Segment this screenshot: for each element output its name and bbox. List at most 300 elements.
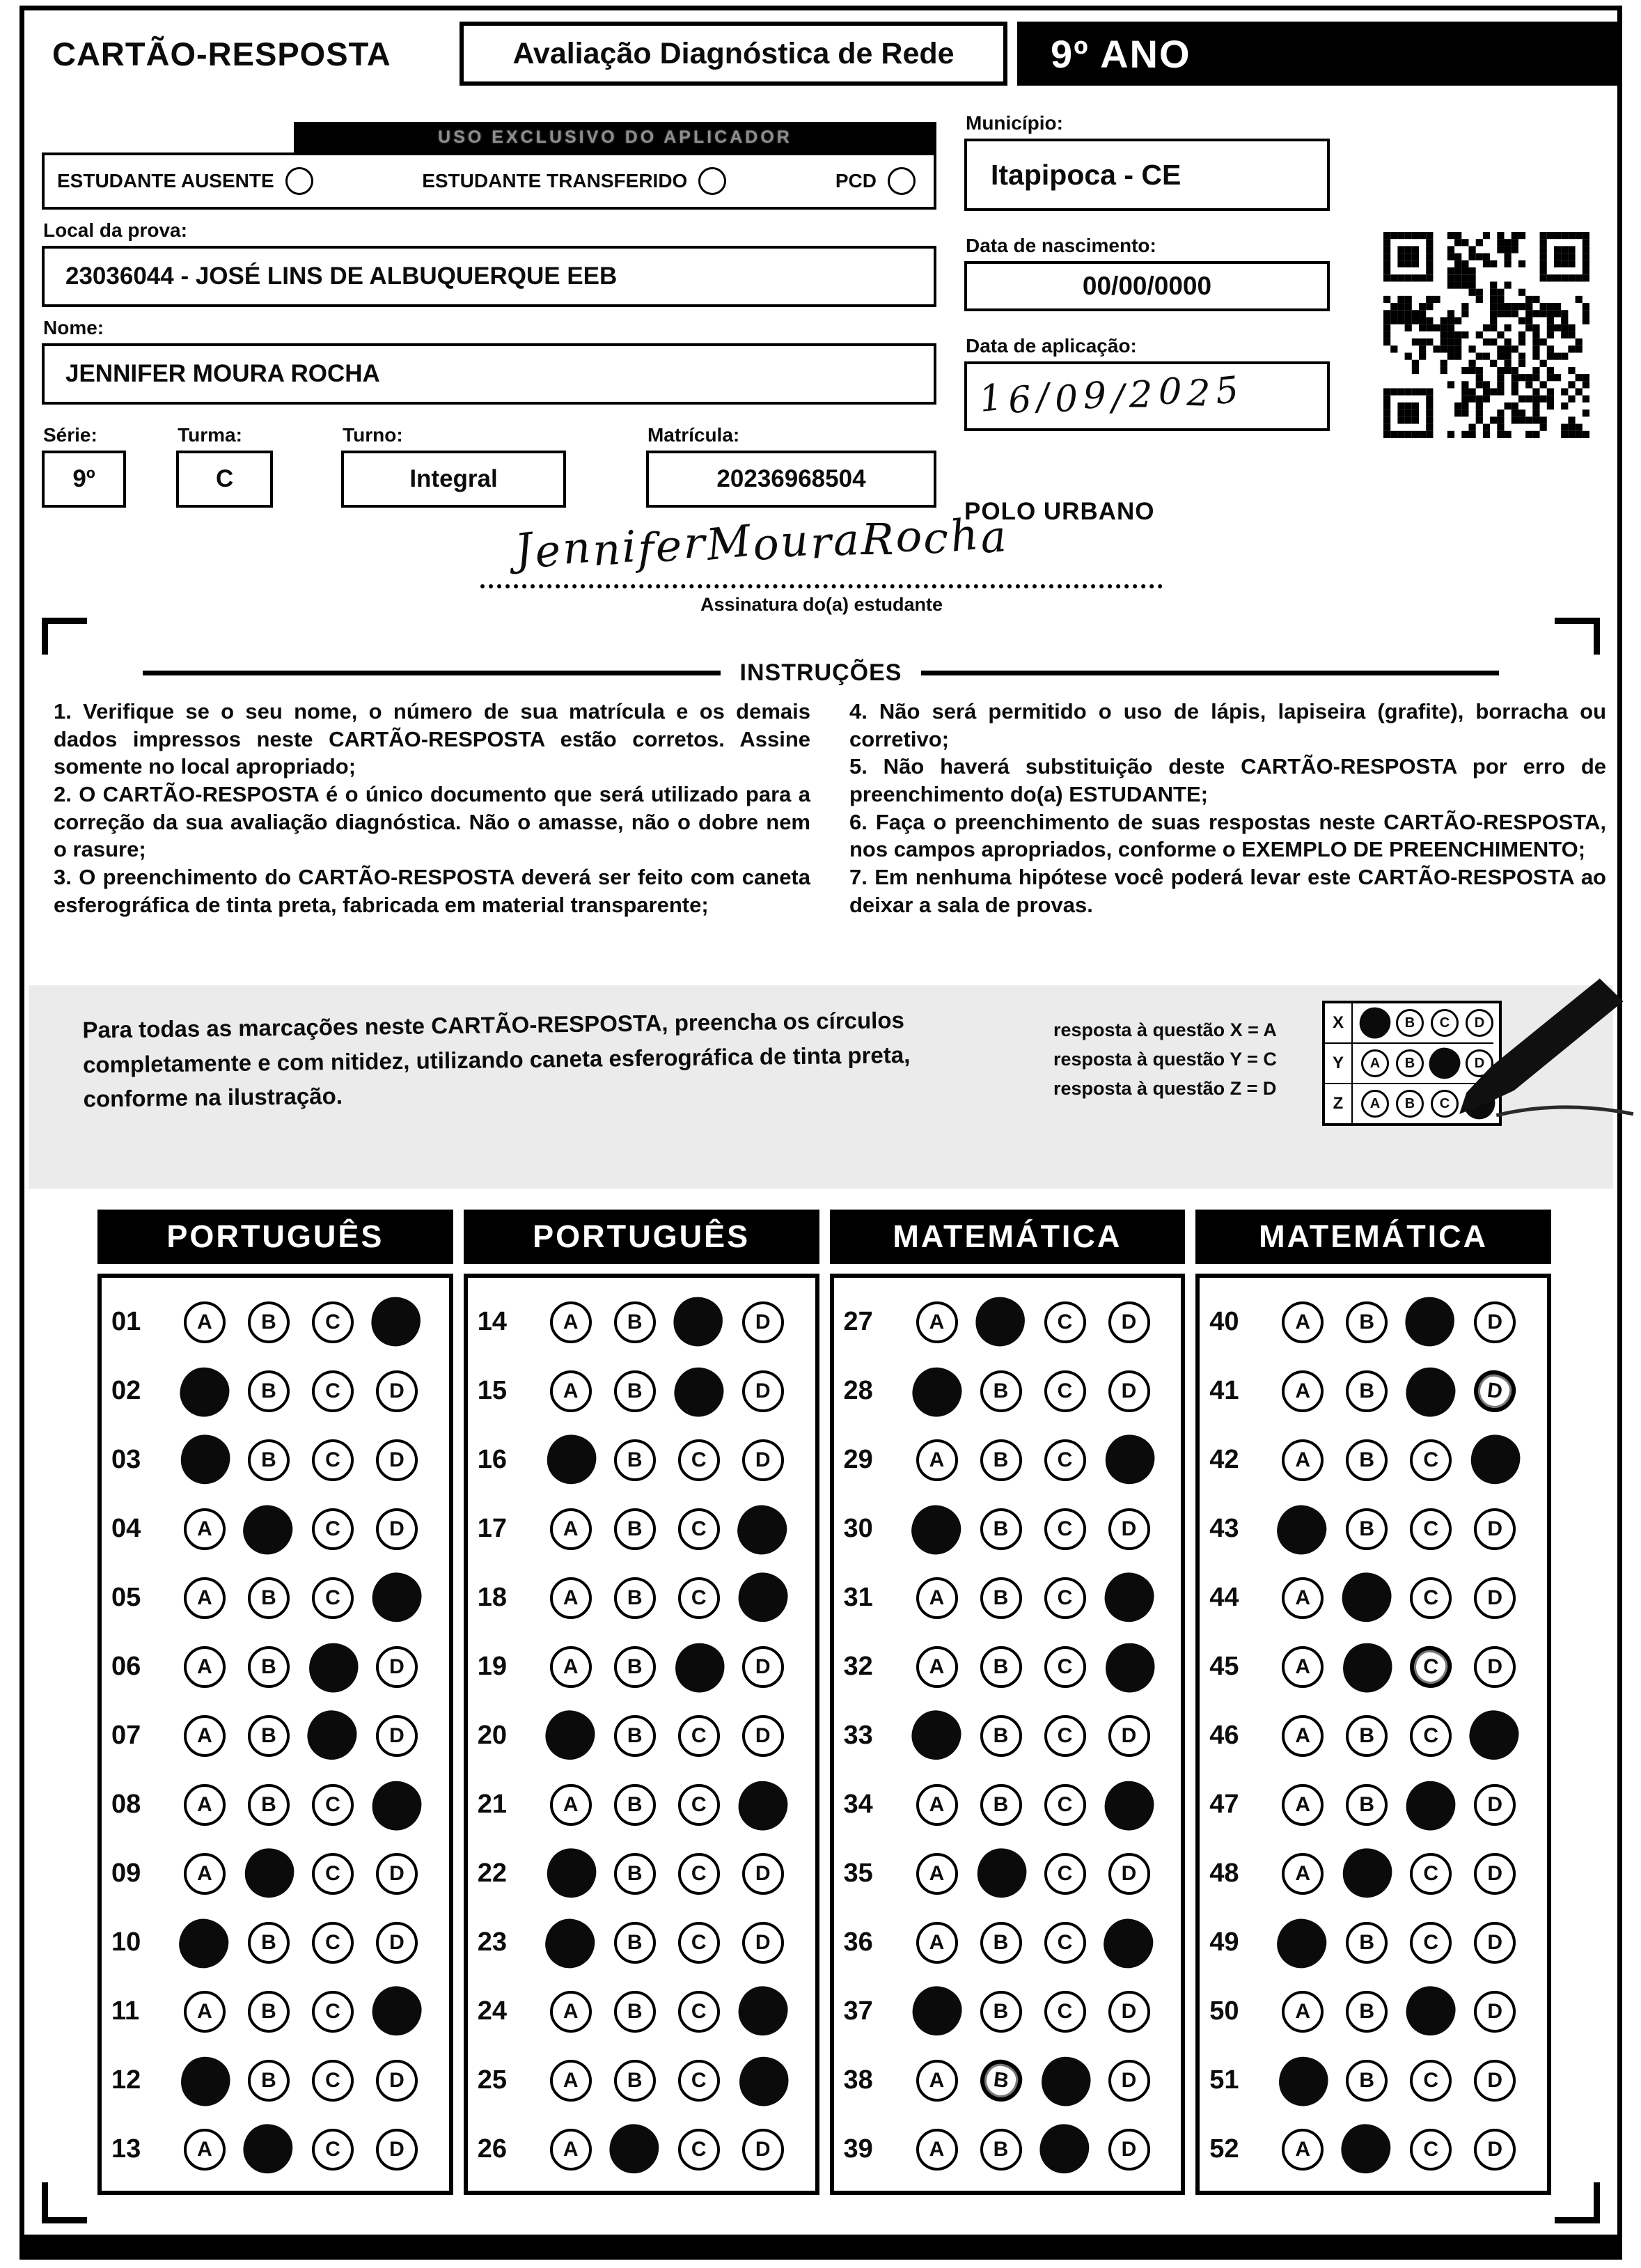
bubble-27-D[interactable]: D bbox=[1108, 1301, 1150, 1343]
bubble-30-C[interactable]: C bbox=[1044, 1508, 1086, 1550]
bubble-19-A[interactable]: A bbox=[550, 1646, 592, 1688]
pcd-label: PCD bbox=[835, 170, 877, 191]
question-row-30 bbox=[844, 1494, 1176, 1563]
bubble-38-D[interactable]: D bbox=[1108, 2060, 1150, 2102]
bubble-42-D[interactable] bbox=[1470, 1433, 1521, 1485]
bubble-17-C[interactable]: C bbox=[678, 1508, 720, 1550]
application-date-field[interactable] bbox=[964, 361, 1330, 431]
status-checkbox-row bbox=[42, 152, 936, 210]
student-signature: JenniferMouraRocha bbox=[512, 508, 1010, 578]
question-number: 35 bbox=[843, 1859, 873, 1888]
question-number: 37 bbox=[843, 1996, 873, 2026]
bubble-28-D[interactable]: D bbox=[1108, 1370, 1150, 1412]
bubble-02-A[interactable] bbox=[178, 1366, 231, 1418]
bubble-17-D[interactable] bbox=[735, 1502, 790, 1557]
question-row-01 bbox=[111, 1288, 443, 1356]
bubble-27-C[interactable]: C bbox=[1044, 1301, 1086, 1343]
subject-header: PORTUGUÊS bbox=[97, 1210, 453, 1264]
example-bubble-Z-A: A bbox=[1361, 1090, 1389, 1118]
question-row-04 bbox=[111, 1494, 443, 1563]
application-date-handwritten: 16/09/2025 bbox=[977, 368, 1246, 423]
bubble-19-B[interactable]: B bbox=[614, 1646, 656, 1688]
birthdate-label: Data de nascimento: bbox=[966, 235, 1156, 256]
question-row-08 bbox=[111, 1770, 443, 1839]
bubble-43-A[interactable] bbox=[1274, 1502, 1329, 1557]
bubble-13-A[interactable]: A bbox=[184, 2129, 226, 2171]
question-row-31 bbox=[844, 1563, 1176, 1632]
bubble-44-A[interactable]: A bbox=[1282, 1577, 1324, 1619]
bubble-18-A[interactable]: A bbox=[550, 1577, 592, 1619]
question-number: 34 bbox=[843, 1790, 873, 1819]
bubble-30-B[interactable]: B bbox=[980, 1508, 1022, 1550]
question-row-43 bbox=[1209, 1494, 1541, 1563]
student-info-form bbox=[24, 88, 1617, 534]
question-number: 36 bbox=[843, 1927, 873, 1957]
bubble-43-B[interactable]: B bbox=[1346, 1508, 1388, 1550]
bubble-46-B[interactable]: B bbox=[1346, 1715, 1388, 1757]
bubble-37-D[interactable]: D bbox=[1108, 1991, 1150, 2033]
shift-field bbox=[341, 451, 566, 508]
bubble-09-C[interactable]: C bbox=[312, 1853, 354, 1895]
subject-header: MATEMÁTICA bbox=[830, 1210, 1186, 1264]
question-row-46 bbox=[1209, 1701, 1541, 1770]
example-bubble-Z-B: B bbox=[1396, 1090, 1424, 1118]
bubble-34-A[interactable]: A bbox=[916, 1784, 958, 1826]
question-row-28 bbox=[844, 1356, 1176, 1425]
bubble-27-A[interactable]: A bbox=[916, 1301, 958, 1343]
subject-header: MATEMÁTICA bbox=[1195, 1210, 1551, 1264]
enrollment-field bbox=[646, 451, 936, 508]
bubble-36-B[interactable]: B bbox=[980, 1922, 1022, 1964]
question-number: 22 bbox=[477, 1859, 508, 1888]
bubble-05-D[interactable] bbox=[371, 1572, 422, 1622]
bubble-01-C[interactable]: C bbox=[312, 1301, 354, 1343]
example-row-label: Y bbox=[1325, 1044, 1353, 1083]
bubble-10-A[interactable] bbox=[177, 1916, 231, 1971]
example-bubble-Y-A: A bbox=[1361, 1049, 1389, 1077]
question-row-26 bbox=[478, 2115, 810, 2184]
bubble-18-B[interactable]: B bbox=[614, 1577, 656, 1619]
bubble-40-D[interactable]: D bbox=[1474, 1301, 1516, 1343]
bubble-09-D[interactable]: D bbox=[376, 1853, 418, 1895]
bubble-40-B[interactable]: B bbox=[1346, 1301, 1388, 1343]
bubble-14-C[interactable] bbox=[671, 1295, 725, 1349]
question-number: 52 bbox=[1209, 2134, 1239, 2164]
bubble-23-C[interactable]: C bbox=[678, 1922, 720, 1964]
bubble-47-D[interactable]: D bbox=[1474, 1784, 1516, 1826]
question-number: 31 bbox=[843, 1583, 873, 1612]
bubble-33-C[interactable]: C bbox=[1044, 1715, 1086, 1757]
bubble-36-D[interactable] bbox=[1101, 1916, 1155, 1971]
bubble-40-A[interactable]: A bbox=[1282, 1301, 1324, 1343]
bubble-04-B[interactable] bbox=[240, 1502, 295, 1557]
question-number: 30 bbox=[843, 1514, 873, 1543]
example-bubble-Y-D: D bbox=[1466, 1049, 1493, 1077]
pcd-checkbox[interactable] bbox=[888, 167, 916, 195]
bubble-51-B[interactable]: B bbox=[1346, 2060, 1388, 2102]
question-number: 05 bbox=[111, 1583, 141, 1612]
bubble-26-A[interactable]: A bbox=[550, 2129, 592, 2171]
bubble-22-C[interactable]: C bbox=[678, 1853, 720, 1895]
bubble-15-C[interactable] bbox=[673, 1366, 725, 1418]
bubble-33-A[interactable] bbox=[909, 1708, 963, 1762]
student-name-field bbox=[42, 343, 936, 405]
bubble-47-C[interactable] bbox=[1406, 1781, 1456, 1830]
question-row-35 bbox=[844, 1839, 1176, 1908]
bubble-42-A[interactable]: A bbox=[1282, 1439, 1324, 1481]
bubble-22-B[interactable]: B bbox=[614, 1853, 656, 1895]
bubble-51-D[interactable]: D bbox=[1474, 2060, 1516, 2102]
bubble-10-C[interactable]: C bbox=[312, 1922, 354, 1964]
bubble-20-D[interactable]: D bbox=[742, 1715, 784, 1757]
answer-column bbox=[97, 1210, 453, 2195]
bubble-44-B[interactable] bbox=[1342, 1572, 1392, 1622]
bubble-06-C[interactable] bbox=[306, 1640, 361, 1696]
question-number: 18 bbox=[477, 1583, 508, 1612]
bubble-16-D[interactable]: D bbox=[742, 1439, 784, 1481]
bubble-10-B[interactable]: B bbox=[248, 1922, 290, 1964]
answer-column bbox=[464, 1210, 819, 2195]
bubble-49-C[interactable]: C bbox=[1410, 1922, 1452, 1964]
birthdate-value: 00/00/0000 bbox=[1082, 272, 1212, 300]
bubble-27-B[interactable] bbox=[973, 1295, 1027, 1349]
bubble-39-D[interactable]: D bbox=[1108, 2129, 1150, 2171]
bubble-31-C[interactable]: C bbox=[1044, 1577, 1086, 1619]
bubble-12-C[interactable]: C bbox=[312, 2060, 354, 2102]
title-rule-right bbox=[921, 671, 1499, 675]
bubble-35-C[interactable]: C bbox=[1044, 1853, 1086, 1895]
bubble-18-D[interactable] bbox=[737, 1572, 788, 1622]
header bbox=[24, 22, 1617, 86]
bubble-21-A[interactable]: A bbox=[550, 1784, 592, 1826]
question-row-41 bbox=[1209, 1356, 1541, 1425]
bubble-50-B[interactable]: B bbox=[1346, 1991, 1388, 2033]
question-number: 46 bbox=[1209, 1721, 1239, 1750]
bubble-18-C[interactable]: C bbox=[678, 1577, 720, 1619]
bubble-03-C[interactable]: C bbox=[312, 1439, 354, 1481]
bubble-38-A[interactable]: A bbox=[916, 2060, 958, 2102]
bubble-07-B[interactable]: B bbox=[248, 1715, 290, 1757]
bubble-44-C[interactable]: C bbox=[1410, 1577, 1452, 1619]
bubble-45-C[interactable]: C bbox=[1408, 1643, 1454, 1690]
bubble-20-C[interactable]: C bbox=[678, 1715, 720, 1757]
question-number: 16 bbox=[477, 1445, 508, 1474]
bubble-33-B[interactable]: B bbox=[980, 1715, 1022, 1757]
bubble-38-B[interactable]: B bbox=[977, 2057, 1024, 2104]
bubble-40-C[interactable] bbox=[1403, 1295, 1457, 1349]
bubble-05-C[interactable]: C bbox=[312, 1577, 354, 1619]
bubble-12-D[interactable]: D bbox=[376, 2060, 418, 2102]
question-number: 19 bbox=[477, 1652, 508, 1681]
bubble-14-B[interactable]: B bbox=[614, 1301, 656, 1343]
bubble-32-C[interactable]: C bbox=[1044, 1646, 1086, 1688]
bubble-02-C[interactable]: C bbox=[312, 1370, 354, 1412]
bubble-28-C[interactable]: C bbox=[1044, 1370, 1086, 1412]
bubble-49-B[interactable]: B bbox=[1346, 1922, 1388, 1964]
question-row-33 bbox=[844, 1701, 1176, 1770]
bubble-06-D[interactable]: D bbox=[376, 1646, 418, 1688]
bubble-03-D[interactable]: D bbox=[376, 1439, 418, 1481]
bubble-21-C[interactable]: C bbox=[678, 1784, 720, 1826]
class-value: C bbox=[215, 465, 234, 492]
question-number: 15 bbox=[477, 1376, 508, 1405]
bubble-07-C[interactable] bbox=[306, 1708, 359, 1762]
bubble-01-B[interactable]: B bbox=[248, 1301, 290, 1343]
bubble-29-D[interactable] bbox=[1104, 1433, 1155, 1485]
absent-student-checkbox[interactable] bbox=[285, 167, 313, 195]
bubble-08-D[interactable] bbox=[372, 1781, 422, 1830]
question-row-21 bbox=[478, 1770, 810, 1839]
bubble-17-A[interactable]: A bbox=[550, 1508, 592, 1550]
bubble-29-B[interactable]: B bbox=[980, 1439, 1022, 1481]
question-number: 23 bbox=[477, 1927, 508, 1957]
bubble-26-D[interactable]: D bbox=[742, 2129, 784, 2171]
bubble-01-D[interactable] bbox=[369, 1295, 423, 1349]
bubble-48-C[interactable]: C bbox=[1410, 1853, 1452, 1895]
title-rule-left bbox=[143, 671, 721, 675]
bubble-25-C[interactable]: C bbox=[678, 2060, 720, 2102]
bubble-41-D[interactable]: D bbox=[1472, 1368, 1518, 1414]
bubble-23-A[interactable] bbox=[543, 1916, 597, 1971]
bubble-10-D[interactable]: D bbox=[376, 1922, 418, 1964]
bubble-14-D[interactable]: D bbox=[742, 1301, 784, 1343]
bubble-26-C[interactable]: C bbox=[678, 2129, 720, 2171]
bubble-36-A[interactable]: A bbox=[916, 1922, 958, 1964]
bubble-46-C[interactable]: C bbox=[1410, 1715, 1452, 1757]
bubble-51-A[interactable] bbox=[1276, 2054, 1331, 2109]
question-row-37 bbox=[844, 1977, 1176, 2046]
question-row-02 bbox=[111, 1356, 443, 1425]
bubble-35-B[interactable] bbox=[975, 1846, 1028, 1899]
signature-label: Assinatura do(a) estudante bbox=[700, 594, 943, 615]
bubble-47-A[interactable]: A bbox=[1282, 1784, 1324, 1826]
bubble-16-C[interactable]: C bbox=[678, 1439, 720, 1481]
question-number: 13 bbox=[111, 2134, 141, 2164]
bubble-25-D[interactable] bbox=[737, 2054, 792, 2109]
bubble-31-D[interactable] bbox=[1104, 1572, 1154, 1622]
bubble-41-B[interactable]: B bbox=[1346, 1370, 1388, 1412]
question-row-15 bbox=[478, 1356, 810, 1425]
bubble-09-A[interactable]: A bbox=[184, 1853, 226, 1895]
bubble-34-B[interactable]: B bbox=[980, 1784, 1022, 1826]
bubble-22-A[interactable] bbox=[545, 1846, 598, 1899]
bubble-19-D[interactable]: D bbox=[742, 1646, 784, 1688]
bubble-15-D[interactable]: D bbox=[742, 1370, 784, 1412]
bubble-01-A[interactable]: A bbox=[184, 1301, 226, 1343]
question-row-36 bbox=[844, 1908, 1176, 1977]
question-number: 51 bbox=[1209, 2065, 1239, 2095]
bubble-25-A[interactable]: A bbox=[550, 2060, 592, 2102]
question-row-49 bbox=[1209, 1908, 1541, 1977]
answer-sheet bbox=[19, 6, 1622, 2260]
bubble-41-C[interactable] bbox=[1404, 1366, 1457, 1418]
bubble-21-B[interactable]: B bbox=[614, 1784, 656, 1826]
question-row-38 bbox=[844, 2046, 1176, 2115]
bubble-03-A[interactable] bbox=[180, 1433, 231, 1485]
bubble-15-B[interactable]: B bbox=[614, 1370, 656, 1412]
bubble-08-C[interactable]: C bbox=[312, 1784, 354, 1826]
bubble-48-A[interactable]: A bbox=[1282, 1853, 1324, 1895]
bubble-17-B[interactable]: B bbox=[614, 1508, 656, 1550]
bubble-42-C[interactable]: C bbox=[1410, 1439, 1452, 1481]
bubble-37-C[interactable]: C bbox=[1044, 1991, 1086, 2033]
bubble-39-C[interactable] bbox=[1039, 2123, 1089, 2173]
bubble-41-A[interactable]: A bbox=[1282, 1370, 1324, 1412]
bubble-34-C[interactable]: C bbox=[1044, 1784, 1086, 1826]
bubble-39-A[interactable]: A bbox=[916, 2129, 958, 2171]
question-row-14 bbox=[478, 1288, 810, 1356]
question-number: 17 bbox=[477, 1514, 508, 1543]
bubble-07-A[interactable]: A bbox=[184, 1715, 226, 1757]
bubble-03-B[interactable]: B bbox=[248, 1439, 290, 1481]
bubble-22-D[interactable]: D bbox=[742, 1853, 784, 1895]
question-row-23 bbox=[478, 1908, 810, 1977]
bubble-46-D[interactable] bbox=[1468, 1708, 1521, 1762]
bubble-36-C[interactable]: C bbox=[1044, 1922, 1086, 1964]
bubble-23-B[interactable]: B bbox=[614, 1922, 656, 1964]
bubble-08-A[interactable]: A bbox=[184, 1784, 226, 1826]
bubble-45-B[interactable] bbox=[1340, 1640, 1396, 1696]
question-number: 08 bbox=[111, 1790, 141, 1819]
question-row-29 bbox=[844, 1425, 1176, 1494]
bubble-30-A[interactable] bbox=[909, 1502, 964, 1557]
bubble-35-D[interactable]: D bbox=[1108, 1853, 1150, 1895]
bubble-46-A[interactable]: A bbox=[1282, 1715, 1324, 1757]
bubble-26-B[interactable] bbox=[609, 2123, 659, 2173]
bubble-31-B[interactable]: B bbox=[980, 1577, 1022, 1619]
bubble-37-B[interactable]: B bbox=[980, 1991, 1022, 2033]
bubble-16-A[interactable] bbox=[546, 1433, 597, 1485]
bubble-50-C[interactable] bbox=[1405, 1985, 1457, 2036]
bubble-28-A[interactable] bbox=[911, 1366, 964, 1418]
instruction-item: 1. Verifique se o seu nome, o número de sua matrícula e os demais dados impressos neste CARTÃO-RESPOSTA estão corretos. Assine somente no local apropriado; bbox=[54, 699, 810, 779]
bubble-05-B[interactable]: B bbox=[248, 1577, 290, 1619]
form-right-column bbox=[964, 88, 1330, 526]
bubble-11-B[interactable]: B bbox=[248, 1991, 290, 2033]
bubble-25-B[interactable]: B bbox=[614, 2060, 656, 2102]
bubble-12-A[interactable] bbox=[178, 2054, 233, 2109]
bubble-48-B[interactable] bbox=[1342, 1846, 1395, 1899]
bubble-11-A[interactable]: A bbox=[184, 1991, 226, 2033]
bubble-51-C[interactable]: C bbox=[1410, 2060, 1452, 2102]
bubble-15-A[interactable]: A bbox=[550, 1370, 592, 1412]
bubble-52-C[interactable]: C bbox=[1410, 2129, 1452, 2171]
bubble-45-A[interactable]: A bbox=[1282, 1646, 1324, 1688]
bubble-48-D[interactable]: D bbox=[1474, 1853, 1516, 1895]
bubble-35-A[interactable]: A bbox=[916, 1853, 958, 1895]
question-row-18 bbox=[478, 1563, 810, 1632]
bubble-29-A[interactable]: A bbox=[916, 1439, 958, 1481]
bubble-24-A[interactable]: A bbox=[550, 1991, 592, 2033]
bubble-21-D[interactable] bbox=[738, 1781, 787, 1830]
bubble-23-D[interactable]: D bbox=[742, 1922, 784, 1964]
bubble-04-A[interactable]: A bbox=[184, 1508, 226, 1550]
class-group bbox=[176, 414, 273, 508]
bubble-29-C[interactable]: C bbox=[1044, 1439, 1086, 1481]
bubble-13-C[interactable]: C bbox=[312, 2129, 354, 2171]
bubble-43-D[interactable]: D bbox=[1474, 1508, 1516, 1550]
signature-line[interactable] bbox=[480, 584, 1163, 588]
bubble-08-B[interactable]: B bbox=[248, 1784, 290, 1826]
bubble-45-D[interactable]: D bbox=[1474, 1646, 1516, 1688]
municipality-value: Itapipoca - CE bbox=[991, 158, 1181, 191]
bubble-04-C[interactable]: C bbox=[312, 1508, 354, 1550]
question-row-39 bbox=[844, 2115, 1176, 2184]
bubble-32-B[interactable]: B bbox=[980, 1646, 1022, 1688]
bubble-42-B[interactable]: B bbox=[1346, 1439, 1388, 1481]
bubble-52-D[interactable]: D bbox=[1474, 2129, 1516, 2171]
bubble-05-A[interactable]: A bbox=[184, 1577, 226, 1619]
bubble-13-D[interactable]: D bbox=[376, 2129, 418, 2171]
bubble-24-B[interactable]: B bbox=[614, 1991, 656, 2033]
bubble-44-D[interactable]: D bbox=[1474, 1577, 1516, 1619]
bubble-20-B[interactable]: B bbox=[614, 1715, 656, 1757]
bubble-39-B[interactable]: B bbox=[980, 2129, 1022, 2171]
bubble-11-D[interactable] bbox=[371, 1985, 423, 2036]
shift-label: Turno: bbox=[343, 424, 403, 446]
bubble-11-C[interactable]: C bbox=[312, 1991, 354, 2033]
bubble-49-D[interactable]: D bbox=[1474, 1922, 1516, 1964]
bubble-31-A[interactable]: A bbox=[916, 1577, 958, 1619]
question-number: 12 bbox=[111, 2065, 141, 2095]
bubble-09-B[interactable] bbox=[243, 1846, 296, 1899]
bubble-43-C[interactable]: C bbox=[1410, 1508, 1452, 1550]
bubble-38-C[interactable] bbox=[1038, 2054, 1093, 2109]
bubble-02-B[interactable]: B bbox=[248, 1370, 290, 1412]
bubble-37-A[interactable] bbox=[911, 1985, 962, 2036]
bubble-30-D[interactable]: D bbox=[1108, 1508, 1150, 1550]
bubble-24-D[interactable] bbox=[737, 1985, 789, 2036]
bubble-28-B[interactable]: B bbox=[980, 1370, 1022, 1412]
marking-example-legend bbox=[1053, 1016, 1277, 1104]
bubble-47-B[interactable]: B bbox=[1346, 1784, 1388, 1826]
bubble-49-A[interactable] bbox=[1275, 1916, 1329, 1971]
class-info-row bbox=[42, 414, 936, 508]
bubble-52-A[interactable]: A bbox=[1282, 2129, 1324, 2171]
bubble-19-C[interactable] bbox=[672, 1640, 728, 1696]
bubble-14-A[interactable]: A bbox=[550, 1301, 592, 1343]
legend-line-x: resposta à questão X = A bbox=[1053, 1019, 1277, 1040]
bubble-52-B[interactable] bbox=[1341, 2123, 1391, 2173]
bubble-13-B[interactable] bbox=[243, 2123, 293, 2173]
bubble-50-A[interactable]: A bbox=[1282, 1991, 1324, 2033]
transferred-student-checkbox[interactable] bbox=[698, 167, 726, 195]
bubble-20-A[interactable] bbox=[543, 1708, 597, 1762]
bubble-06-B[interactable]: B bbox=[248, 1646, 290, 1688]
shift-value: Integral bbox=[409, 465, 498, 492]
instruction-item: 6. Faça o preenchimento de suas respostas neste CARTÃO-RESPOSTA, nos campos apropriados, conforme o EXEMPLO DE PREENCHIMENTO; bbox=[849, 809, 1606, 862]
instruction-item: 7. Em nenhuma hipótese você poderá levar este CARTÃO-RESPOSTA ao deixar a sala de provas. bbox=[849, 865, 1606, 917]
question-number: 14 bbox=[477, 1307, 508, 1336]
question-number: 02 bbox=[111, 1376, 141, 1405]
question-row-09 bbox=[111, 1839, 443, 1908]
question-row-05 bbox=[111, 1563, 443, 1632]
bubble-33-D[interactable]: D bbox=[1108, 1715, 1150, 1757]
bubble-07-D[interactable]: D bbox=[376, 1715, 418, 1757]
bubble-06-A[interactable]: A bbox=[184, 1646, 226, 1688]
question-row-10 bbox=[111, 1908, 443, 1977]
question-row-44 bbox=[1209, 1563, 1541, 1632]
bubble-24-C[interactable]: C bbox=[678, 1991, 720, 2033]
bubble-32-A[interactable]: A bbox=[916, 1646, 958, 1688]
bubble-34-D[interactable] bbox=[1104, 1781, 1154, 1830]
bubble-16-B[interactable]: B bbox=[614, 1439, 656, 1481]
bubble-12-B[interactable]: B bbox=[248, 2060, 290, 2102]
bubble-50-D[interactable]: D bbox=[1474, 1991, 1516, 2033]
bubble-04-D[interactable]: D bbox=[376, 1508, 418, 1550]
bubble-32-D[interactable] bbox=[1102, 1640, 1158, 1696]
bubble-02-D[interactable]: D bbox=[376, 1370, 418, 1412]
